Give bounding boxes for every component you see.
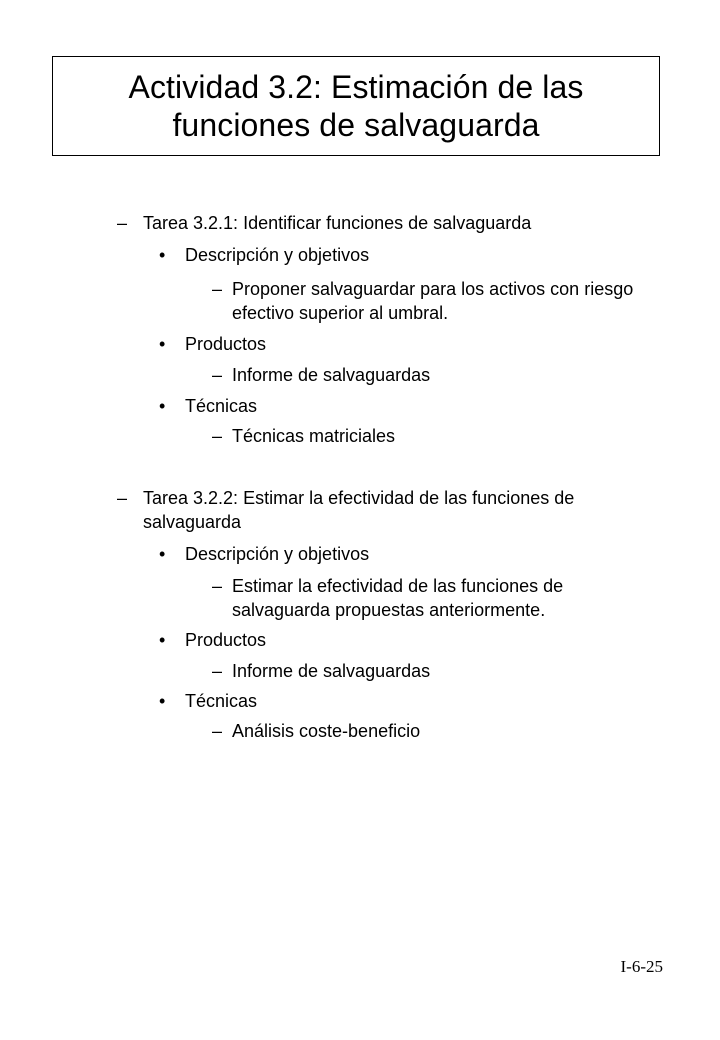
task1-products-bullet: • [159, 334, 166, 354]
task2-techniques-label: Técnicas [185, 691, 258, 711]
task2-products-label: Productos [185, 630, 267, 650]
task1-desc-text: Proponer salvaguardar para los activos con riesgo efectivo superior al umbral. [232, 279, 634, 323]
task2-desc-dash: – [212, 576, 223, 596]
task1-techniques-label: Técnicas [185, 396, 258, 416]
task1-desc-bullet: • [159, 245, 166, 265]
task2-techniques-text: Análisis coste-beneficio [232, 721, 421, 741]
task1-title: Tarea 3.2.1: Identificar funciones de salvaguarda [143, 213, 532, 233]
page-number: I-6-25 [620, 957, 663, 976]
task1-techniques-dash: – [212, 426, 223, 446]
task1-techniques-bullet: • [159, 396, 166, 416]
task2-techniques-bullet: • [159, 691, 166, 711]
slide-title-box [52, 56, 660, 156]
task1-desc-dash: – [212, 279, 223, 299]
task2-techniques-dash: – [212, 721, 223, 741]
task2-dash: – [117, 488, 128, 508]
task1-products-label: Productos [185, 334, 267, 354]
task1-desc-label: Descripción y objetivos [185, 245, 370, 265]
slide-title-line-1: Actividad 3.2: Estimación de las [128, 69, 584, 105]
task1-techniques-text: Técnicas matriciales [232, 426, 396, 446]
task2-title: Tarea 3.2.2: Estimar la efectividad de las funciones de salvaguarda [143, 488, 575, 532]
task2-products-text: Informe de salvaguardas [232, 661, 431, 681]
task1-products-dash: – [212, 365, 223, 385]
task1-products-text: Informe de salvaguardas [232, 365, 431, 385]
task2-products-bullet: • [159, 630, 166, 650]
task2-desc-bullet: • [159, 544, 166, 564]
task2-products-dash: – [212, 661, 223, 681]
task1-dash: – [117, 213, 128, 233]
task2-desc-text: Estimar la efectividad de las funciones de salvaguarda propuestas anteriormente. [232, 576, 564, 620]
slide-title-line-2: funciones de salvaguarda [172, 107, 540, 143]
slide-title [129, 68, 584, 144]
task2-desc-label: Descripción y objetivos [185, 544, 370, 564]
